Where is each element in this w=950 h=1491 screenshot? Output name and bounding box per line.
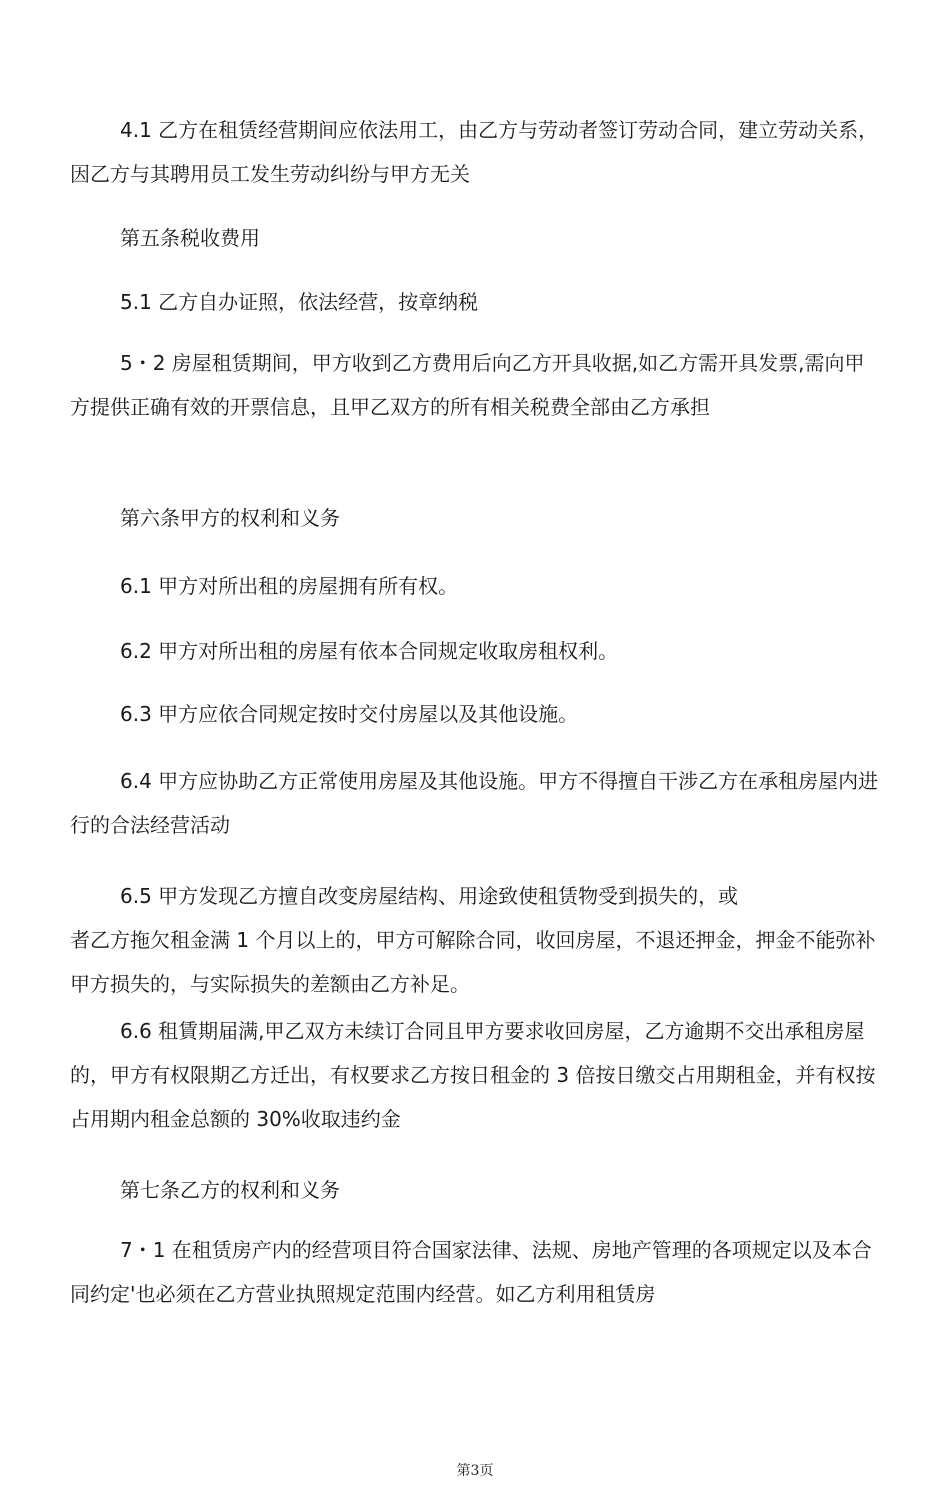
page-number: 第3页: [456, 1463, 494, 1479]
clause-6-5-first-line: 6.5 甲方发现乙方擅自改变房屋结构、用途致使租赁物受到损失的，或: [120, 884, 739, 908]
article-5-heading: 第五条税收费用: [120, 226, 260, 250]
clause-5-2: 5・2 房屋租赁期间，甲方收到乙方费用后向乙方开具收据,如乙方需开具发票,需向甲方提供正确有效的开票信息，且甲乙双方的所有相关税费全部由乙方承担: [70, 351, 865, 419]
clause-4-1: 4.1 乙方在租赁经营期间应依法用工，由乙方与劳动者签订劳动合同，建立劳动关系，因乙方与其聘用员工发生劳动纠纷与甲方无关: [70, 118, 879, 186]
clause-7-1: 7・1 在租赁房产内的经营项目符合国家法律、法规、房地产管理的各项规定以及本合同约定'也必须在乙方营业执照规定范围内经营。如乙方利用租赁房: [70, 1238, 872, 1306]
article-6-heading: 第六条甲方的权利和义务: [120, 506, 340, 530]
article-7-heading: 第七条乙方的权利和义务: [120, 1178, 340, 1202]
clause-6-5-continuation: 者乙方拖欠租金满 1 个月以上的，甲方可解除合同，收回房屋，不退还押金，押金不能弥补甲方损失的，与实际损失的差额由乙方补足。: [70, 928, 876, 996]
clause-6-2: 6.2 甲方对所出租的房屋有依本合同规定收取房租权利。: [120, 639, 619, 663]
clause-6-4: 6.4 甲方应协助乙方正常使用房屋及其他设施。甲方不得擅自干涉乙方在承租房屋内进行的合法经营活动: [70, 769, 879, 837]
clause-6-1: 6.1 甲方对所出租的房屋拥有所有权。: [120, 574, 459, 598]
clause-6-6: 6.6 租賃期届满,甲乙双方未续订合同且甲方要求收回房屋，乙方逾期不交出承租房屋的，甲方有权限期乙方迁出，有权要求乙方按日租金的 3 倍按日缴交占用期租金，并有权按占用期内租金总额的 30%收取违约金: [70, 1019, 876, 1131]
clause-6-3: 6.3 甲方应依合同规定按时交付房屋以及其他设施。: [120, 702, 579, 726]
clause-5-1: 5.1 乙方自办证照，依法经营，按章纳税: [120, 290, 479, 314]
